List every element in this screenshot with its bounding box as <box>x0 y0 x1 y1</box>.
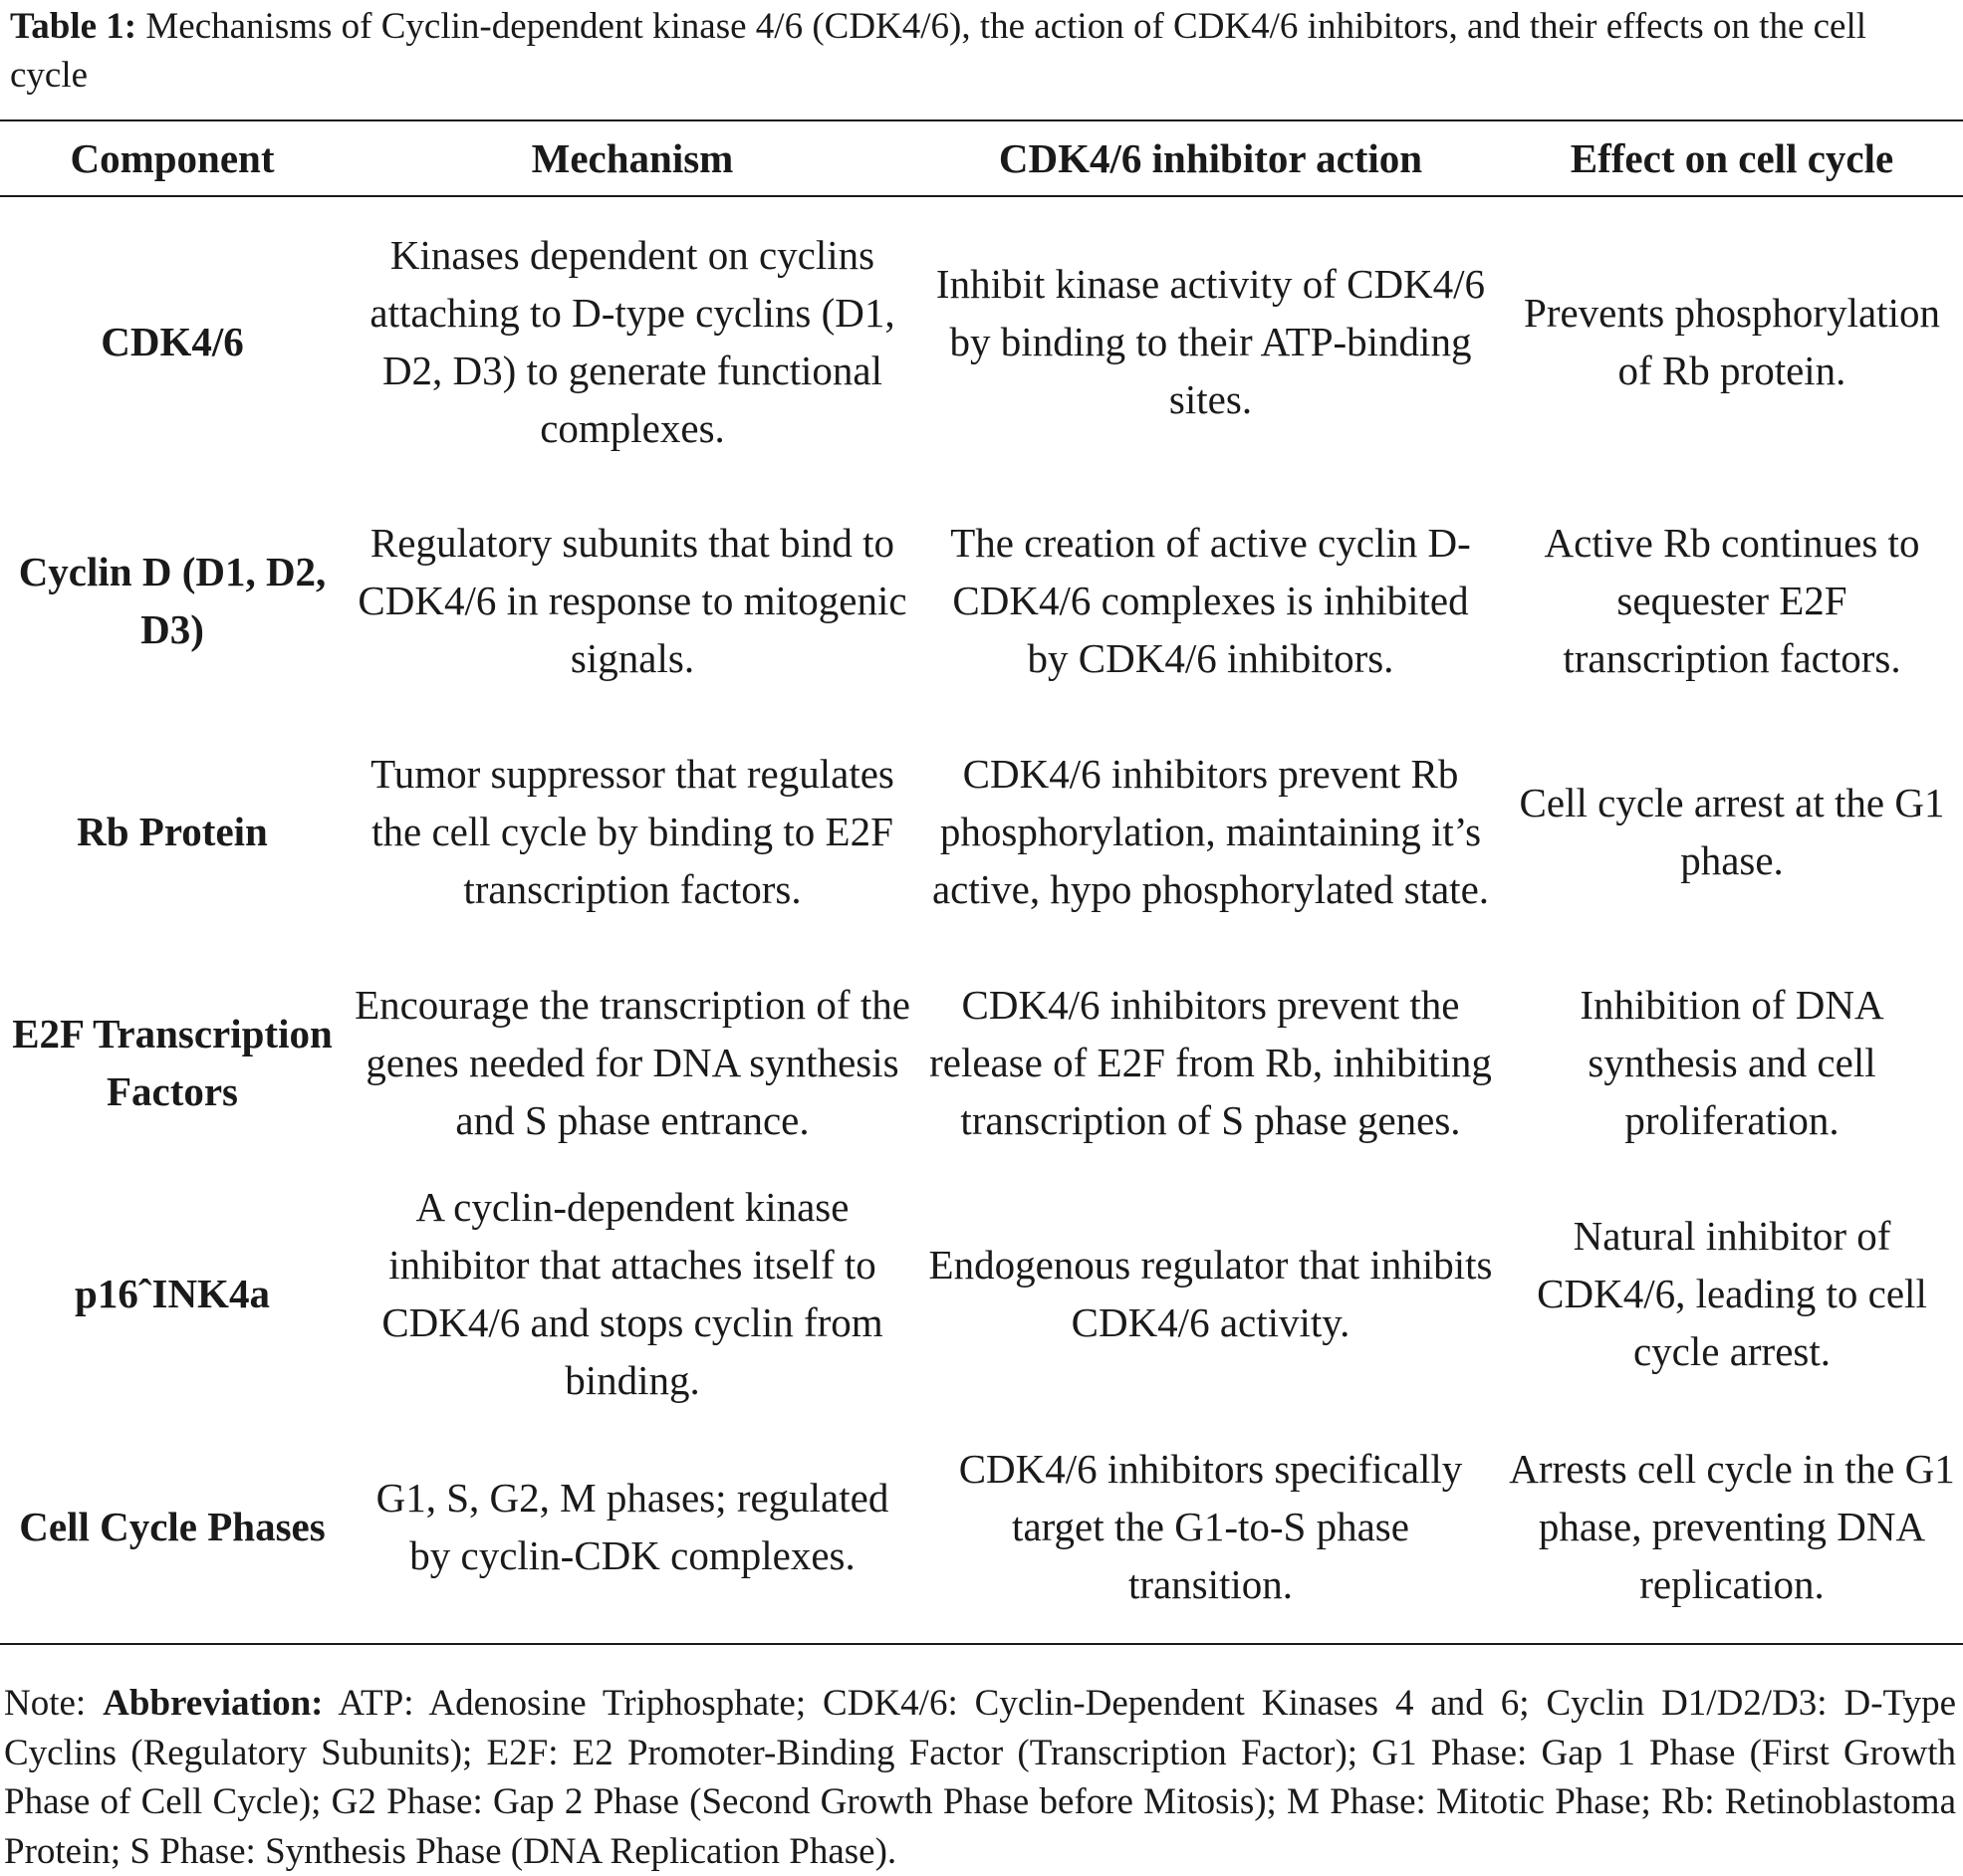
caption-label: Table 1: <box>10 6 137 47</box>
cell-mechanism: Kinases dependent on cyclins attaching to D-type cyclins (D1, D2, D3) to generate functional complexes. <box>369 231 895 451</box>
cell-mechanism: A cyclin-dependent kinase inhibitor that attaches itself to CDK4/6 and stops cyclin from binding. <box>381 1184 883 1403</box>
table-row <box>0 1178 1963 1409</box>
cell-component: E2F Transcription Factors <box>12 1011 333 1114</box>
cell-inhibitor-action: The creation of active cyclin D-CDK4/6 complexes is inhibited by CDK4/6 inhibitors. <box>950 520 1471 681</box>
cell-effect: Prevents phosphorylation of Rb protein. <box>1524 289 1940 393</box>
caption-text: Mechanisms of Cyclin-dependent kinase 4/6 (CDK4/6), the action of CDK4/6 inhibitors, and their effects on the cell cycle <box>10 6 1867 96</box>
cell-mechanism: Regulatory subunits that bind to CDK4/6 in response to mitogenic signals. <box>358 520 907 681</box>
cell-inhibitor-action: Inhibit kinase activity of CDK4/6 by binding to their ATP-binding sites. <box>935 260 1486 422</box>
table-caption <box>10 2 1952 100</box>
cell-effect: Active Rb continues to sequester E2F transcription factors. <box>1544 520 1920 681</box>
note-text: ATP: Adenosine Triphosphate; CDK4/6: Cyclin-Dependent Kinases 4 and 6; Cyclin D1/D2/D3: D-Type Cyclins (Regulatory Subunits); E2F: E2 Promoter-Binding Factor (Transcription Factor); G1 Phase: Gap 1 Phase (First Growth Phase of Cell Cycle); G2 Phase: Gap 2 Phase (Second Growth Phase before Mitosis); M Phase: Mitotic Phase; Rb: Retinoblastoma Protein; S Phase: Synthesis Phase (DNA Replication Phase). <box>4 1683 1956 1872</box>
cell-component: Cyclin D (D1, D2, D3) <box>18 549 327 652</box>
cell-effect: Inhibition of DNA synthesis and cell proliferation. <box>1580 982 1884 1143</box>
table-row <box>0 196 1963 485</box>
note-label: Abbreviation: <box>103 1683 324 1724</box>
table-note <box>4 1679 1956 1876</box>
cell-mechanism: Tumor suppressor that regulates the cell cycle by binding to E2F transcription factors. <box>370 751 894 912</box>
table-row <box>0 485 1963 716</box>
cell-component: p16ˆINK4a <box>75 1271 270 1316</box>
cell-inhibitor-action: CDK4/6 inhibitors specifically target the G1-to-S phase transition. <box>920 1409 1501 1644</box>
cell-component: Cell Cycle Phases <box>0 1409 345 1644</box>
header-component: Component <box>0 120 345 196</box>
cell-effect: Cell cycle arrest at the G1 phase. <box>1519 780 1945 883</box>
mechanisms-table <box>0 119 1963 1645</box>
header-effect: Effect on cell cycle <box>1501 120 1963 196</box>
cell-effect: Natural inhibitor of CDK4/6, leading to cell cycle arrest. <box>1537 1213 1927 1374</box>
cell-inhibitor-action: Endogenous regulator that inhibits CDK4/6 activity. <box>928 1242 1493 1345</box>
cell-component: Rb Protein <box>77 809 268 854</box>
table-container <box>0 119 1963 1645</box>
cell-effect: Arrests cell cycle in the G1 phase, preventing DNA replication. <box>1501 1409 1963 1644</box>
cell-inhibitor-action: CDK4/6 inhibitors prevent Rb phosphorylation, maintaining it’s active, hypo phosphorylated state. <box>931 751 1490 912</box>
cell-component: CDK4/6 <box>101 318 244 364</box>
header-inhibitor-action: CDK4/6 inhibitor action <box>920 120 1501 196</box>
cell-inhibitor-action: CDK4/6 inhibitors prevent the release of E2F from Rb, inhibiting transcription of S phase genes. <box>929 982 1492 1143</box>
table-header-row <box>0 120 1963 196</box>
table-row <box>0 1409 1963 1644</box>
note-prefix: Note: <box>4 1683 104 1724</box>
cell-mechanism: Encourage the transcription of the genes needed for DNA synthesis and S phase entrance. <box>355 982 910 1143</box>
header-mechanism: Mechanism <box>345 120 920 196</box>
table-row <box>0 947 1963 1178</box>
table-row <box>0 716 1963 947</box>
cell-mechanism: G1, S, G2, M phases; regulated by cyclin-CDK complexes. <box>345 1409 920 1644</box>
